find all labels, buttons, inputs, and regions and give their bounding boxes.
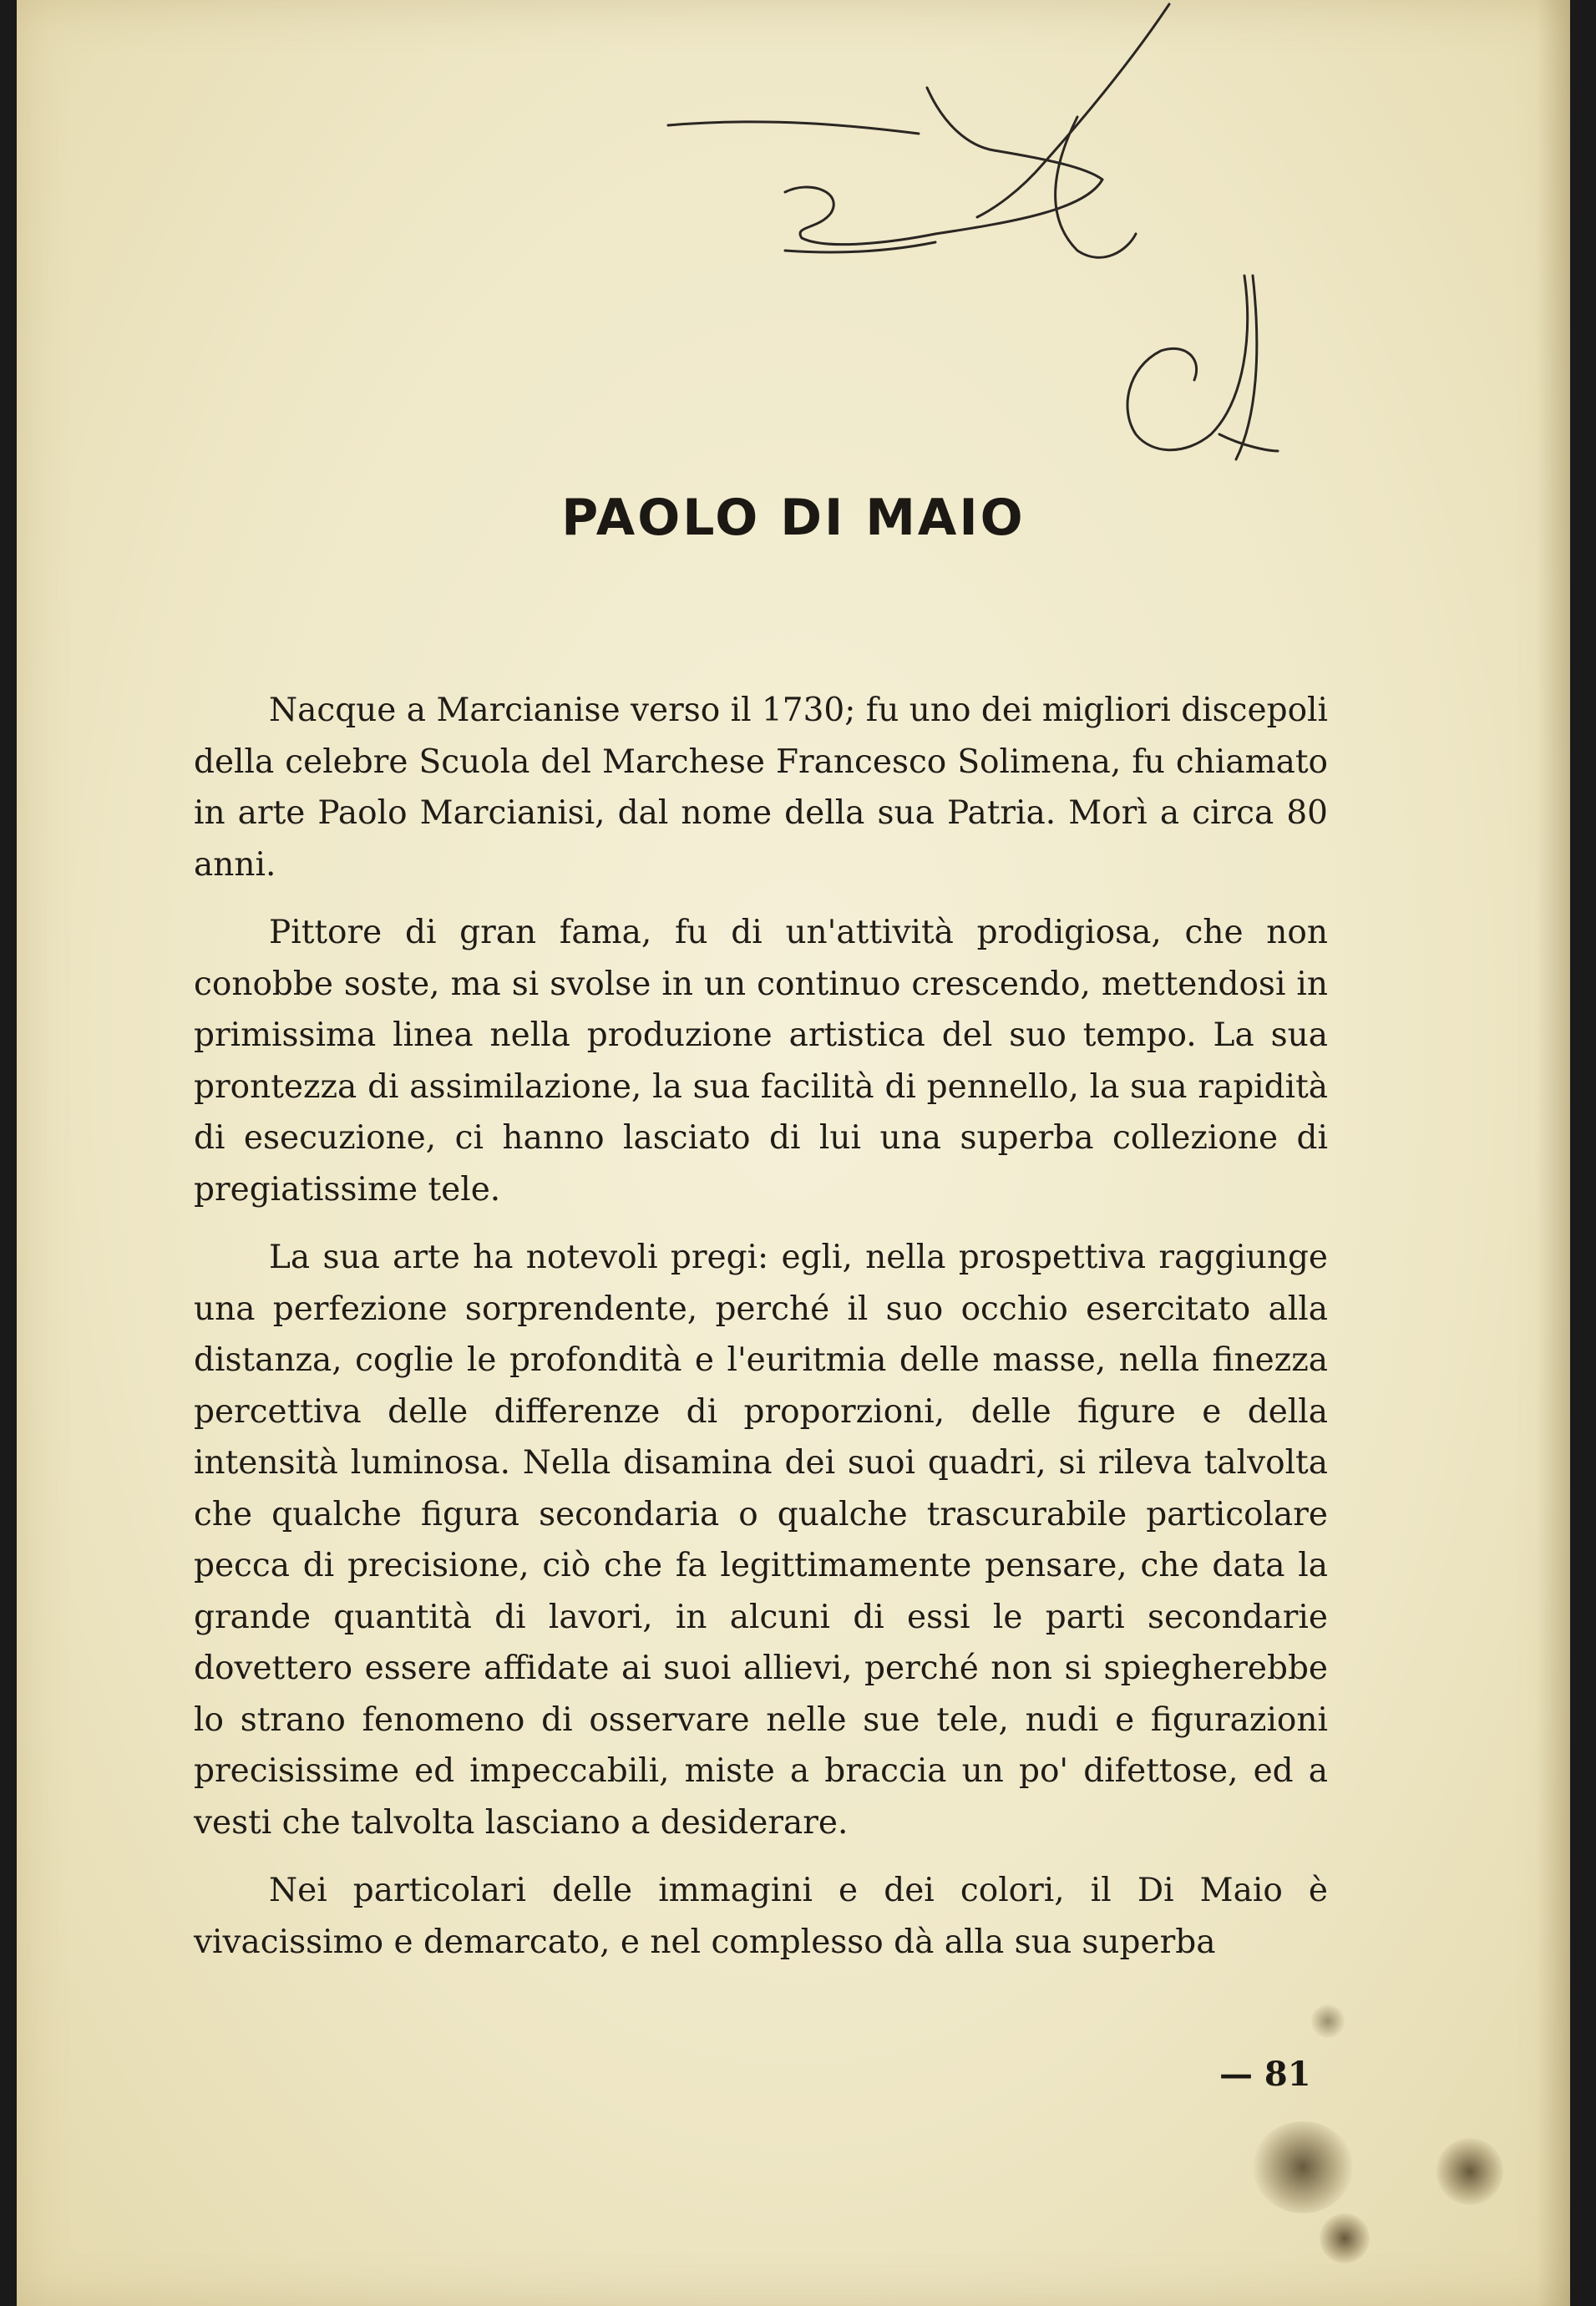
page-title: PAOLO DI MAIO [561,489,1026,547]
paragraph: Pittore di gran fama, fu di un'attività prodigiosa, che non conobbe soste, ma si svolse in un continuo crescendo, mettendosi in primissima linea nella produzione artistica del suo tempo. La sua prontezza di assimilazione, la sua facilità di pennello, la sua rapidità di esecuzione, ci hanno lasciato di lui una superba collezione di pregiatissime tele. [194,914,1328,1209]
book-page [17,0,1570,2306]
stain [1320,2213,1370,2263]
stain [1311,2004,1345,2038]
paragraph: La sua arte ha notevoli pregi: egli, nella prospettiva raggiunge una perfezione sorprendente, perché il suo occhio esercitato alla distanza, coglie le profondità e l'euritmia delle masse, nella finezza percettiva delle differenze di proporzioni, delle figure e della intensità luminosa. Nella disamina dei suoi quadri, si rileva talvolta che qualche figura secondaria o qualche trascurabile particolare pecca di precisione, ciò che fa legittimamente pensare, che data la grande quantità di lavori, in alcuni di essi le parti secondarie dovettero essere affidate ai suoi allievi, perché non si spiegherebbe lo strano fenomeno di osservare nelle sue tele, nudi e figurazioni precisissime ed impeccabili, miste a braccia un po' difettose, ed a vesti che talvolta lasciano a desiderare. [194,1239,1328,1842]
paragraph: Nei particolari delle immagini e dei colori, il Di Maio è vivacissimo e demarcato, e nel complesso dà alla sua superba [194,1872,1328,1961]
paragraph: Nacque a Marcianise verso il 1730; fu uno dei migliori discepoli della celebre Scuola del Marchese Francesco Solimena, fu chiamato in arte Paolo Marcianisi, dal nome della sua Patria. Morì a circa 80 anni. [194,692,1328,884]
stain [1436,2138,1503,2205]
page-number: — 81 [1219,2055,1311,2094]
stain [1253,2121,1353,2213]
body-text [194,685,1328,1984]
